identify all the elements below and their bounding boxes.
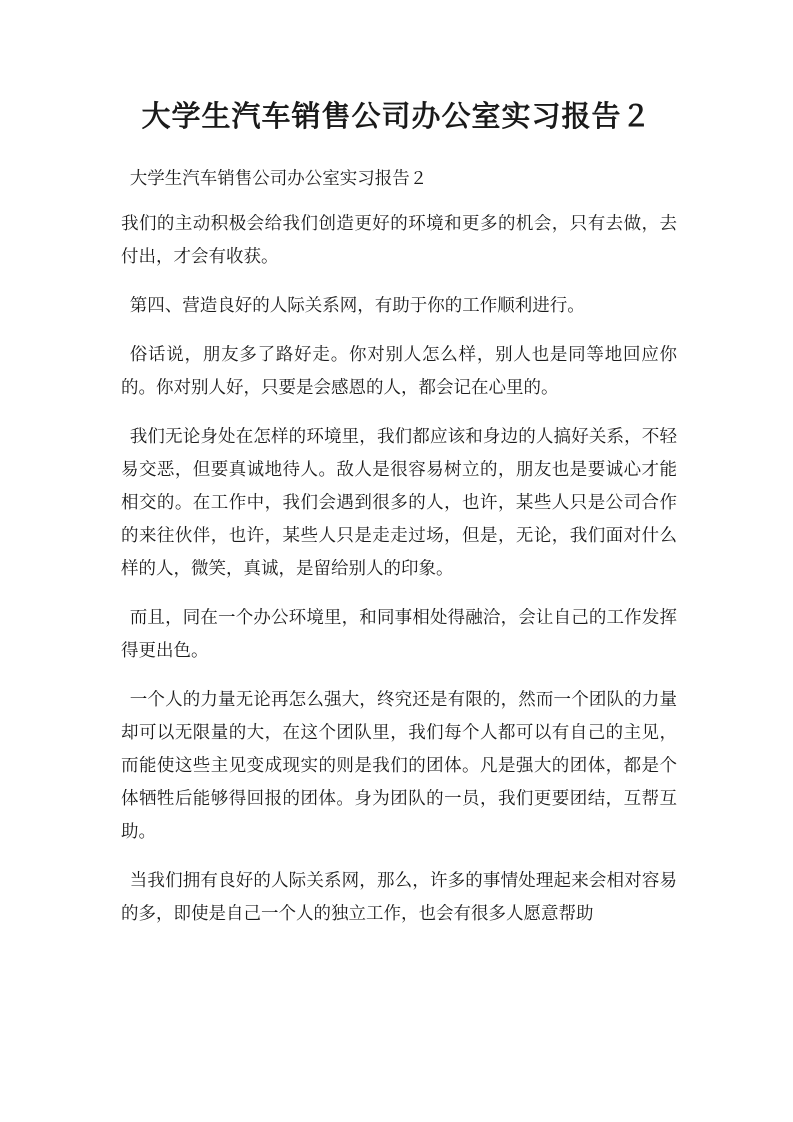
paragraph: 我们无论身处在怎样的环境里，我们都应该和身边的人搞好关系，不轻易交恶，但要真诚地待人。敌人是很容易树立的，朋友也是要诚心才能相交的。在工作中，我们会遇到很多的人，也许，某些人只是公司合作的来往伙伴，也许，某些人只是走走过场，但是，无论，我们面对什么样的人，微笑，真诚，是留给别人的印象。	[121, 427, 677, 579]
paragraph: 第四、营造良好的人际关系网，有助于你的工作顺利进行。	[129, 296, 585, 316]
paragraph: 当我们拥有良好的人际关系网，那么，许多的事情处理起来会相对容易的多，即使是自己一个人的独立工作，也会有很多人愿意帮助	[121, 871, 677, 924]
document-subtitle: 大学生汽车销售公司办公室实习报告２	[129, 169, 428, 189]
paragraph: 一个人的力量无论再怎么强大，终究还是有限的，然而一个团队的力量却可以无限量的大，在这个团队里，我们每个人都可以有自己的主见，而能使这些主见变成现实的则是我们的团体。凡是强大的团体，都是个体牺牲后能够得回报的团体。身为团队的一员，我们更要团结，互帮互助。	[121, 690, 677, 842]
paragraph: 而且，同在一个办公环境里，和同事相处得融洽，会让自己的工作发挥得更出色。	[121, 608, 677, 661]
document-title: 大学生汽车销售公司办公室实习报告２	[141, 99, 652, 133]
paragraph: 俗话说，朋友多了路好走。你对别人怎么样，别人也是同等地回应你的。你对别人好，只要是会感恩的人，都会记在心里的。	[121, 345, 677, 398]
paragraph: 我们的主动积极会给我们创造更好的环境和更多的机会，只有去做，去付出，才会有收获。	[121, 214, 677, 267]
document-body	[121, 164, 677, 947]
